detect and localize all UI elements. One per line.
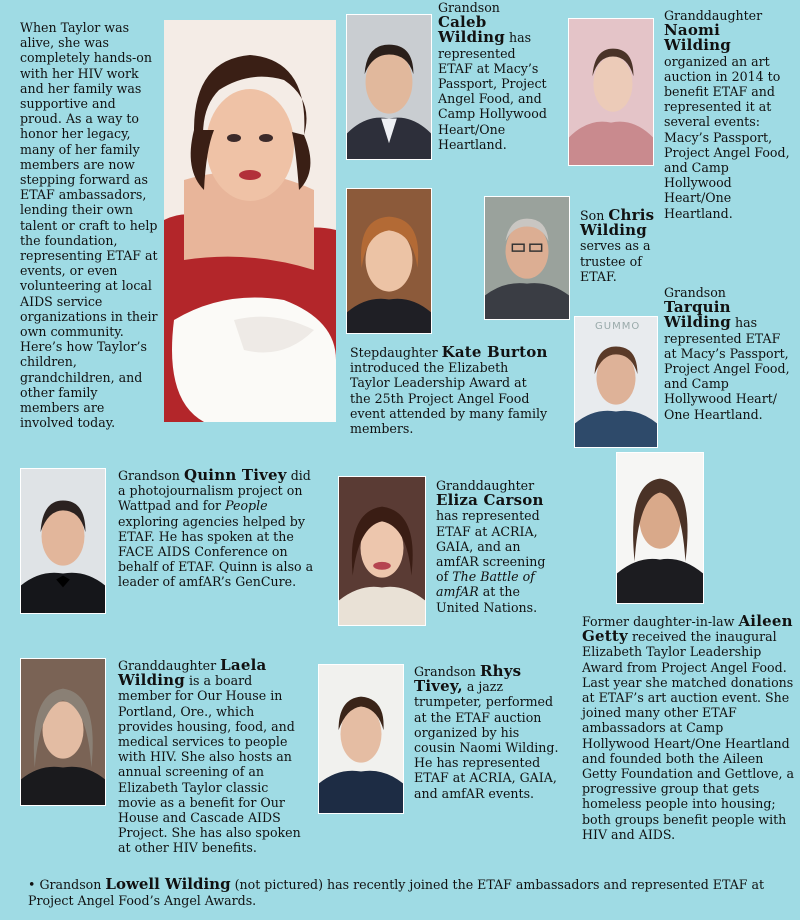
lowell-text: (not pictured) has recently joined the ETAF ambassadors and represented ETAF at Project Angel Food’s Angel Awards.: [28, 877, 765, 908]
intro-text: When Taylor was alive, she was completely hands-on with her HIV work and her family was supportive and proud. As a way to honor her legacy, many of her family members are now stepping forward as ETAF ambassadors, lending their own talent or craft to help the foundation, representing ETAF at events, or even volunteering at local AIDS service organizations in their own community. Here’s how Taylor’s children, grandchildren, and other family members are involved today.: [20, 20, 158, 431]
rhys-tivey-photo: [318, 664, 404, 814]
naomi-text: organized an art auction in 2014 to benefit ETAF and represented it at several events: Macy’s Passport, Project Angel Food, and Camp Hollywood Heart/One Heartland.: [664, 53, 790, 221]
chris-caption: [580, 208, 660, 284]
rhys-text: a jazz trumpeter, performed at the ETAF auction organized by his cousin Naomi Wilding. He has represented ETAF at ACRIA, GAIA, and amfAR events.: [414, 679, 559, 801]
chris-text: serves as a trustee of ETAF.: [580, 238, 651, 284]
bullet: •: [28, 877, 36, 892]
lowell-role: Grandson: [39, 877, 102, 892]
caleb-caption: [438, 0, 548, 152]
rhys-role: Grandson: [414, 664, 476, 679]
eliza-text-b: at the United Nations.: [436, 584, 538, 615]
aileen-caption: [582, 614, 794, 842]
eliza-name: Eliza Carson: [436, 491, 544, 510]
lowell-name: Lowell Wilding: [105, 875, 231, 893]
aileen-name: Aileen Getty: [582, 612, 793, 646]
quinn-name: Quinn Tivey: [183, 466, 287, 484]
tarquin-role: Grandson: [664, 285, 726, 300]
laela-wilding-photo: [20, 658, 106, 806]
laela-caption: [118, 658, 308, 856]
quinn-role: Grandson: [118, 468, 180, 483]
kate-role: Stepdaughter: [350, 345, 438, 360]
elizabeth-taylor-photo: [164, 20, 336, 422]
quinn-text-italic: People: [225, 498, 268, 514]
naomi-name: Naomi Wilding: [664, 21, 731, 55]
laela-role: Granddaughter: [118, 658, 217, 673]
tarquin-backdrop-text: GUMMO: [595, 321, 641, 332]
aileen-role: Former daughter-in-law: [582, 614, 735, 629]
kate-burton-photo: [346, 188, 432, 334]
chris-wilding-photo: [484, 196, 570, 320]
chris-role: Son: [580, 208, 605, 223]
aileen-text: received the inaugural Elizabeth Taylor Leadership Award from Project Angel Food. Last year she matched donations at ETAF’s art auction event. She joined many other ETAF ambassadors at Camp Hollywood Heart/One Heartland and founded both the Aileen Getty Foundation and Gettlove, a progressive group that gets homeless people into housing; both groups benefit people with HIV and AIDS.: [582, 629, 794, 842]
quinn-tivey-photo: [20, 468, 106, 614]
kate-name: Kate Burton: [441, 343, 548, 361]
tarquin-caption: [664, 285, 792, 422]
naomi-wilding-photo: [568, 18, 654, 166]
tarquin-text: has represented ETAF at Macy’s Passport, Project Angel Food, and Camp Hollywood Heart/ One Heartland.: [664, 315, 790, 422]
eliza-carson-photo: [338, 476, 426, 626]
aileen-getty-photo: [616, 452, 704, 604]
naomi-role: Granddaughter: [664, 8, 763, 23]
tarquin-name: Tarquin Wilding: [664, 298, 731, 332]
eliza-role: Granddaughter: [436, 478, 535, 493]
naomi-caption: [664, 8, 792, 221]
quinn-text-b: exploring agencies helped by ETAF. He has spoken at the FACE AIDS Conference on behalf of ETAF. Quinn is also a leader of amfAR’s GenCure.: [118, 513, 314, 590]
quinn-caption: [118, 468, 318, 590]
caleb-name: Caleb Wilding: [438, 13, 505, 47]
eliza-text-italic: The Battle of amfAR: [436, 569, 535, 600]
eliza-text-a: has represented ETAF at ACRIA, GAIA, and an amfAR screening of: [436, 508, 546, 585]
laela-name: Laela Wilding: [118, 656, 267, 690]
eliza-caption: [436, 478, 558, 615]
chris-name: Chris Wilding: [580, 206, 655, 240]
kate-caption: [350, 345, 550, 436]
kate-text: introduced the Elizabeth Taylor Leadership Award at the 25th Project Angel Food event attended by many family members.: [350, 360, 548, 437]
rhys-name: Rhys Tivey,: [414, 662, 522, 696]
rhys-caption: [414, 664, 562, 801]
lowell-note: [28, 876, 788, 909]
quinn-text-a: did a photojournalism project on Wattpad and for: [118, 468, 311, 514]
laela-text: is a board member for Our House in Portland, Ore., which provides housing, food, and medical services to people with HIV. She also hosts an annual screening of an Elizabeth Taylor classic movie as a benefit for Our House and Cascade AIDS Project. She has also spoken at other HIV benefits.: [118, 673, 301, 856]
tarquin-wilding-photo: [574, 316, 658, 448]
caleb-text: has represented ETAF at Macy’s Passport, Project Angel Food, and Camp Hollywood Heart/One Heartland.: [438, 30, 547, 152]
caleb-wilding-photo: [346, 14, 432, 160]
caleb-role: Grandson: [438, 0, 500, 15]
